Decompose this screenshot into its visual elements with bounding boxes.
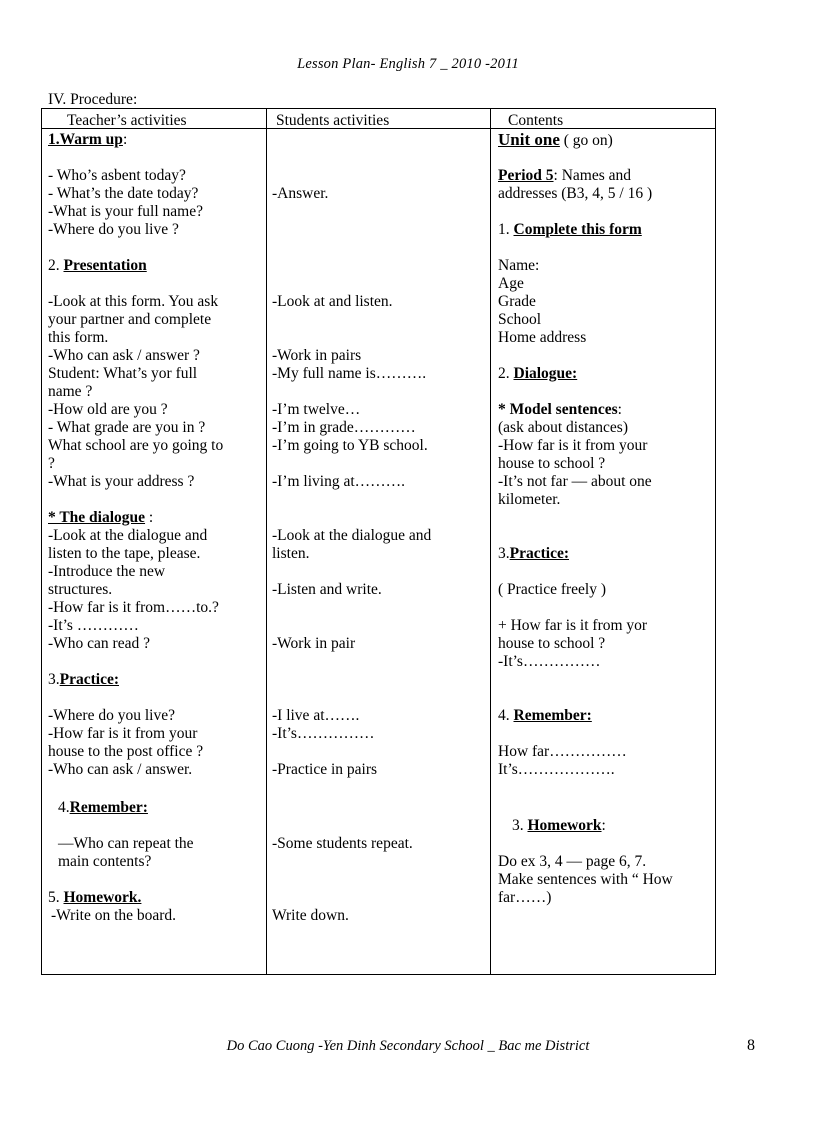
teacher-line: -What is your address ? — [48, 473, 195, 490]
model-heading: * Model sentences — [498, 401, 618, 418]
remember-heading-line: 4.Remember: — [58, 799, 148, 816]
homework-heading-line: 5. Homework. — [48, 889, 142, 906]
contents-line: -How far is it from your — [498, 437, 648, 454]
teacher-line: - What’s the date today? — [48, 185, 199, 202]
column-divider — [490, 109, 491, 974]
complete-heading: Complete this form — [513, 221, 642, 238]
teacher-line: - What grade are you in ? — [48, 419, 206, 436]
contents-line: -It’s…………… — [498, 653, 601, 670]
teacher-line: -Where do you live? — [48, 707, 175, 724]
student-line: Write down. — [272, 907, 349, 924]
teacher-line: structures. — [48, 581, 113, 598]
homework-heading: Homework. — [63, 889, 142, 906]
contents-line: far……) — [498, 889, 552, 906]
column-header-contents: Contents — [508, 112, 564, 129]
teacher-line: -Who can read ? — [48, 635, 150, 652]
contents-line: house to school ? — [498, 635, 606, 652]
teacher-line: - Who’s asbent today? — [48, 167, 186, 184]
teacher-line: -How far is it from your — [48, 725, 198, 742]
student-line: -I live at……. — [272, 707, 360, 724]
contents-line: How far…………… — [498, 743, 627, 760]
teacher-line: -What is your full name? — [48, 203, 203, 220]
teacher-line: -How old are you ? — [48, 401, 168, 418]
teacher-line: main contents? — [58, 853, 152, 870]
contents-line: Do ex 3, 4 — page 6, 7. — [498, 853, 647, 870]
dialogue-heading: Dialogue: — [513, 365, 578, 382]
teacher-line: -It’s ………… — [48, 617, 139, 634]
column-header-students: Students activities — [276, 112, 390, 129]
form-field: Grade — [498, 293, 536, 310]
period-heading-line: Period 5: Names and — [498, 167, 632, 184]
presentation-heading-line: 2. Presentation — [48, 257, 147, 274]
contents-line: kilometer. — [498, 491, 561, 508]
column-divider — [266, 109, 267, 974]
page-header: Lesson Plan- English 7 _ 2010 -2011 — [297, 56, 519, 72]
page-footer: Do Cao Cuong -Yen Dinh Secondary School _ Bac me District — [226, 1038, 590, 1054]
homework-heading-line: 3. Homework: — [512, 817, 606, 834]
teacher-line: ? — [48, 455, 55, 472]
contents-line: + How far is it from yor — [498, 617, 648, 634]
form-field: Age — [498, 275, 524, 292]
warmup-heading: 1.Warm up — [48, 131, 123, 148]
student-line: listen. — [272, 545, 310, 562]
teacher-line: -Introduce the new — [48, 563, 166, 580]
form-field: Name: — [498, 257, 540, 274]
student-line: -Practice in pairs — [272, 761, 378, 778]
section-title: IV. Procedure: — [48, 91, 138, 108]
contents-line: ( Practice freely ) — [498, 581, 607, 598]
teacher-line: -Look at this form. You ask — [48, 293, 219, 310]
teacher-line: -Where do you live ? — [48, 221, 179, 238]
student-line: -Answer. — [272, 185, 329, 202]
remember-heading: Remember: — [513, 707, 592, 724]
warmup-heading-line: 1.Warm up: — [48, 131, 128, 148]
complete-heading-line: 1. Complete this form — [498, 221, 642, 238]
practice-heading-line: 3.Practice: — [48, 671, 119, 688]
contents-line: It’s………………. — [498, 761, 615, 778]
teacher-line: Student: What’s yor full — [48, 365, 198, 382]
column-header-teacher: Teacher’s activities — [67, 112, 187, 129]
teacher-line: What school are yo going to — [48, 437, 224, 454]
remember-heading: Remember: — [69, 799, 148, 816]
model-heading-line: * Model sentences: — [498, 401, 622, 418]
student-line: -Some students repeat. — [272, 835, 413, 852]
teacher-line: -How far is it from……to.? — [48, 599, 219, 616]
teacher-line: name ? — [48, 383, 93, 400]
presentation-heading: Presentation — [63, 257, 147, 274]
student-line: -Work in pairs — [272, 347, 362, 364]
form-field: Home address — [498, 329, 587, 346]
unit-heading: Unit one — [498, 130, 560, 149]
teacher-line: this form. — [48, 329, 109, 346]
practice-heading-line: 3.Practice: — [498, 545, 569, 562]
student-line: -Work in pair — [272, 635, 356, 652]
teacher-line: -Who can ask / answer ? — [48, 347, 200, 364]
homework-heading: Homework — [527, 817, 602, 834]
teacher-line: your partner and complete — [48, 311, 212, 328]
contents-line: addresses (B3, 4, 5 / 16 ) — [498, 185, 653, 202]
student-line: -I’m twelve… — [272, 401, 361, 418]
contents-line: Make sentences with “ How — [498, 871, 673, 888]
teacher-line: —Who can repeat the — [58, 835, 194, 852]
student-line: -It’s…………… — [272, 725, 375, 742]
practice-heading: Practice: — [59, 671, 119, 688]
page-number: 8 — [747, 1037, 755, 1054]
teacher-line: -Write on the board. — [51, 907, 177, 924]
teacher-line: house to the post office ? — [48, 743, 204, 760]
practice-heading: Practice: — [509, 545, 569, 562]
procedure-table — [41, 108, 716, 975]
period-heading: Period 5 — [498, 167, 554, 184]
dialogue-heading-line: 2. Dialogue: — [498, 365, 578, 382]
remember-heading-line: 4. Remember: — [498, 707, 592, 724]
teacher-line: -Who can ask / answer. — [48, 761, 193, 778]
dialogue-heading: * The dialogue — [48, 509, 146, 526]
contents-line: (ask about distances) — [498, 419, 628, 436]
student-line: -I’m in grade………… — [272, 419, 416, 436]
teacher-line: -Look at the dialogue and — [48, 527, 208, 544]
dialogue-heading-line: * The dialogue : — [48, 509, 154, 526]
teacher-line: listen to the tape, please. — [48, 545, 201, 562]
form-field: School — [498, 311, 542, 328]
contents-line: house to school ? — [498, 455, 606, 472]
student-line: -Look at and listen. — [272, 293, 393, 310]
student-line: -I’m living at………. — [272, 473, 406, 490]
student-line: -I’m going to YB school. — [272, 437, 428, 454]
student-line: -Look at the dialogue and — [272, 527, 432, 544]
student-line: -Listen and write. — [272, 581, 382, 598]
contents-line: -It’s not far — about one — [498, 473, 652, 490]
student-line: -My full name is………. — [272, 365, 427, 382]
unit-heading-line: Unit one ( go on) — [498, 130, 613, 149]
